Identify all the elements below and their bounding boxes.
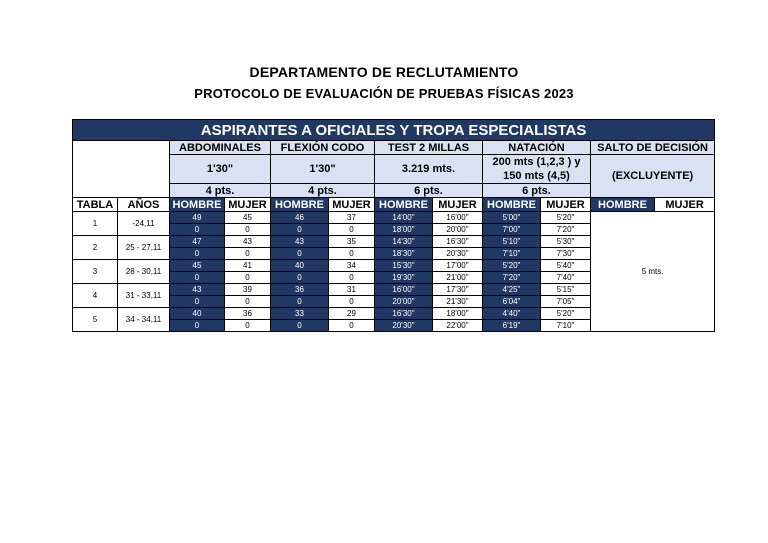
- score-cell: 7'05": [541, 296, 591, 308]
- score-cell: 0: [225, 320, 271, 332]
- score-cell: 43: [271, 236, 329, 248]
- score-cell: 7'10": [541, 320, 591, 332]
- test-points-natacion: 6 pts.: [483, 184, 591, 198]
- tabla-cell: 1: [73, 212, 118, 236]
- col-header-mujer: MUJER: [655, 198, 715, 212]
- empty-corner-cell: [73, 141, 170, 198]
- score-cell: 0: [170, 272, 225, 284]
- col-header-mujer: MUJER: [541, 198, 591, 212]
- score-cell: 45: [170, 260, 225, 272]
- anos-cell: -24,11: [118, 212, 170, 236]
- score-cell: 7'30": [541, 248, 591, 260]
- score-cell: 0: [225, 272, 271, 284]
- table-banner: ASPIRANTES A OFICIALES Y TROPA ESPECIALISTAS: [73, 120, 715, 141]
- score-cell: 34: [329, 260, 375, 272]
- score-cell: 0: [170, 248, 225, 260]
- score-cell: 5'15": [541, 284, 591, 296]
- score-cell: 0: [329, 224, 375, 236]
- test-name-abdominales: ABDOMINALES: [170, 141, 271, 155]
- score-cell: 17'30": [433, 284, 483, 296]
- test-points-test-2-millas: 6 pts.: [375, 184, 483, 198]
- score-cell: 0: [329, 272, 375, 284]
- score-cell: 20'00": [375, 296, 433, 308]
- score-cell: 16'00": [433, 212, 483, 224]
- score-cell: 49: [170, 212, 225, 224]
- score-cell: 16'00": [375, 284, 433, 296]
- score-cell: 0: [329, 296, 375, 308]
- test-name-flexion-codo: FLEXIÓN CODO: [271, 141, 375, 155]
- tabla-cell: 4: [73, 284, 118, 308]
- anos-cell: 25 - 27,11: [118, 236, 170, 260]
- score-cell: 6'04": [483, 296, 541, 308]
- score-cell: 7'20": [483, 272, 541, 284]
- score-cell: 16'30": [375, 308, 433, 320]
- score-cell: 15'30": [375, 260, 433, 272]
- test-points-abdominales: 4 pts.: [170, 184, 271, 198]
- test-name-natacion: NATACIÓN: [483, 141, 591, 155]
- col-header-mujer: MUJER: [225, 198, 271, 212]
- score-cell: 5'30": [541, 236, 591, 248]
- salto-value-cell: 5 mts.: [591, 212, 715, 332]
- score-cell: 0: [225, 248, 271, 260]
- col-header-mujer: MUJER: [433, 198, 483, 212]
- anos-cell: 28 - 30,11: [118, 260, 170, 284]
- test-spec-salto-de-decision: (EXCLUYENTE): [591, 155, 715, 198]
- score-cell: 20'30": [375, 320, 433, 332]
- anos-cell: 31 - 33,11: [118, 284, 170, 308]
- score-cell: 7'40": [541, 272, 591, 284]
- score-cell: 36: [225, 308, 271, 320]
- col-header-hombre: HOMBRE: [483, 198, 541, 212]
- score-cell: 0: [329, 320, 375, 332]
- score-cell: 5'40": [541, 260, 591, 272]
- evaluation-table: [72, 119, 715, 332]
- score-cell: 5'10": [483, 236, 541, 248]
- score-cell: 0: [271, 296, 329, 308]
- col-header-hombre: HOMBRE: [375, 198, 433, 212]
- anos-cell: 34 - 34,11: [118, 308, 170, 332]
- test-spec-abdominales: 1'30": [170, 155, 271, 184]
- score-cell: 7'00": [483, 224, 541, 236]
- score-cell: 40: [271, 260, 329, 272]
- score-cell: 18'30": [375, 248, 433, 260]
- score-cell: 7'10": [483, 248, 541, 260]
- tabla-cell: 5: [73, 308, 118, 332]
- score-cell: 5'00": [483, 212, 541, 224]
- tabla-cell: 2: [73, 236, 118, 260]
- score-cell: 20'30": [433, 248, 483, 260]
- col-header-anos: AÑOS: [118, 198, 170, 212]
- score-cell: 21'00": [433, 272, 483, 284]
- score-cell: 5'20": [483, 260, 541, 272]
- page-title: DEPARTAMENTO DE RECLUTAMIENTO: [249, 64, 519, 80]
- test-name-salto-de-decision: SALTO DE DECISIÓN: [591, 141, 715, 155]
- score-cell: 4'25": [483, 284, 541, 296]
- score-cell: 43: [170, 284, 225, 296]
- test-points-flexion-codo: 4 pts.: [271, 184, 375, 198]
- score-cell: 5'20": [541, 308, 591, 320]
- score-cell: 47: [170, 236, 225, 248]
- score-cell: 43: [225, 236, 271, 248]
- score-cell: 45: [225, 212, 271, 224]
- score-cell: 14'30": [375, 236, 433, 248]
- col-header-hombre: HOMBRE: [591, 198, 655, 212]
- score-cell: 35: [329, 236, 375, 248]
- col-header-hombre: HOMBRE: [170, 198, 225, 212]
- score-cell: 19'30": [375, 272, 433, 284]
- score-cell: 36: [271, 284, 329, 296]
- test-spec-natacion: 200 mts (1,2,3 ) y 150 mts (4,5): [483, 155, 591, 184]
- score-cell: 31: [329, 284, 375, 296]
- score-cell: 0: [271, 272, 329, 284]
- score-cell: 20'00": [433, 224, 483, 236]
- score-cell: 33: [271, 308, 329, 320]
- score-cell: 21'30": [433, 296, 483, 308]
- score-cell: 0: [271, 320, 329, 332]
- score-cell: 0: [170, 224, 225, 236]
- score-cell: 18'00": [375, 224, 433, 236]
- score-cell: 17'00": [433, 260, 483, 272]
- page-subtitle: PROTOCOLO DE EVALUACIÓN DE PRUEBAS FÍSICAS 2023: [194, 86, 574, 101]
- test-spec-test-2-millas: 3.219 mts.: [375, 155, 483, 184]
- test-spec-flexion-codo: 1'30": [271, 155, 375, 184]
- score-cell: 0: [225, 296, 271, 308]
- score-cell: 0: [225, 224, 271, 236]
- score-cell: 37: [329, 212, 375, 224]
- score-cell: 6'19": [483, 320, 541, 332]
- score-cell: 14'00": [375, 212, 433, 224]
- score-cell: 0: [170, 296, 225, 308]
- score-cell: 0: [271, 248, 329, 260]
- score-cell: 0: [329, 248, 375, 260]
- col-header-mujer: MUJER: [329, 198, 375, 212]
- score-cell: 40: [170, 308, 225, 320]
- score-cell: 18'00": [433, 308, 483, 320]
- tabla-cell: 3: [73, 260, 118, 284]
- score-cell: 39: [225, 284, 271, 296]
- score-cell: 7'20": [541, 224, 591, 236]
- score-cell: 0: [170, 320, 225, 332]
- score-cell: 22'00": [433, 320, 483, 332]
- table-row: [73, 212, 715, 224]
- col-header-hombre: HOMBRE: [271, 198, 329, 212]
- score-cell: 46: [271, 212, 329, 224]
- col-header-tabla: TABLA: [73, 198, 118, 212]
- score-cell: 5'20": [541, 212, 591, 224]
- test-name-test-2-millas: TEST 2 MILLAS: [375, 141, 483, 155]
- score-cell: 0: [271, 224, 329, 236]
- score-cell: 29: [329, 308, 375, 320]
- score-cell: 4'40": [483, 308, 541, 320]
- score-cell: 41: [225, 260, 271, 272]
- score-cell: 16'30": [433, 236, 483, 248]
